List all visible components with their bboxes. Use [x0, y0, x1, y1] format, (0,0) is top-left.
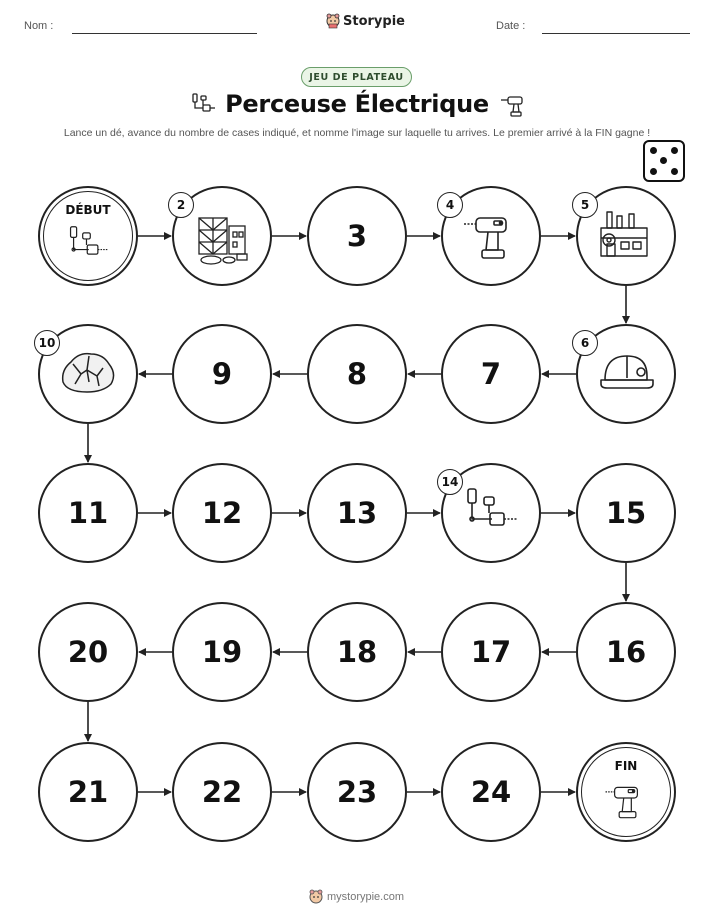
factory-icon: [597, 207, 655, 265]
board-space-3: [307, 186, 407, 286]
board-space-17: [441, 602, 541, 702]
start-label: DÉBUT: [65, 203, 111, 217]
board-space-4: [441, 186, 541, 286]
board-space-18: [307, 602, 407, 702]
board-space-23: [307, 742, 407, 842]
space-number-badge: 14: [437, 469, 463, 495]
space-number-badge: 6: [572, 330, 598, 356]
board-space-8: [307, 324, 407, 424]
space-number-badge: 10: [34, 330, 60, 356]
space-number: 3: [346, 219, 368, 253]
space-number: 21: [67, 775, 109, 809]
start-space: [38, 186, 138, 286]
board-space-19: [172, 602, 272, 702]
board-space-10: [38, 324, 138, 424]
space-number: 17: [470, 635, 512, 669]
space-number: 12: [201, 496, 243, 530]
board-space-24: [441, 742, 541, 842]
board-space-16: [576, 602, 676, 702]
space-number: 11: [67, 496, 109, 530]
board-space-21: [38, 742, 138, 842]
game-type-badge: JEU DE PLATEAU: [301, 67, 412, 87]
board-space-13: [307, 463, 407, 563]
board-space-9: [172, 324, 272, 424]
hard-hat-icon: [597, 345, 655, 403]
space-number: 13: [336, 496, 378, 530]
board-space-14: [441, 463, 541, 563]
space-number: 16: [605, 635, 647, 669]
space-number: 15: [605, 496, 647, 530]
board-space-22: [172, 742, 272, 842]
space-number: 23: [336, 775, 378, 809]
page-title: Perceuse Électrique: [225, 90, 489, 118]
cordless-drill-icon: [462, 207, 520, 265]
construction-site-icon: [193, 207, 251, 265]
hand-drill-icon: [462, 484, 520, 542]
board-space-15: [576, 463, 676, 563]
board-space-2: [172, 186, 272, 286]
space-number-badge: 2: [168, 192, 194, 218]
space-number: 8: [346, 357, 368, 391]
space-number: 24: [470, 775, 512, 809]
finish-space: [576, 742, 676, 842]
hand-drill-icon: [66, 223, 110, 267]
board-space-12: [172, 463, 272, 563]
board-space-11: [38, 463, 138, 563]
mascot-icon: [309, 889, 323, 905]
cordless-drill-icon: [604, 779, 648, 823]
space-number: 7: [480, 357, 502, 391]
space-number-badge: 5: [572, 192, 598, 218]
board-space-20: [38, 602, 138, 702]
space-number-badge: 4: [437, 192, 463, 218]
finish-label: FIN: [614, 759, 638, 773]
space-number: 9: [211, 357, 233, 391]
board-space-7: [441, 324, 541, 424]
board-space-5: [576, 186, 676, 286]
footer: [309, 889, 404, 905]
board-space-6: [576, 324, 676, 424]
rock-icon: [59, 345, 117, 403]
brand-name: Storypie: [343, 13, 405, 29]
space-number: 18: [336, 635, 378, 669]
name-label: Nom :: [24, 20, 54, 32]
space-number: 20: [67, 635, 109, 669]
space-number: 22: [201, 775, 243, 809]
space-number: 19: [201, 635, 243, 669]
footer-url[interactable]: mystorypie.com: [327, 891, 405, 903]
date-label: Date :: [496, 20, 526, 32]
instructions: Lance un dé, avance du nombre de cases indiqué, et nomme l'image sur laquelle tu arrives. Le premier arrivé à la FIN gagne !: [63, 127, 651, 139]
